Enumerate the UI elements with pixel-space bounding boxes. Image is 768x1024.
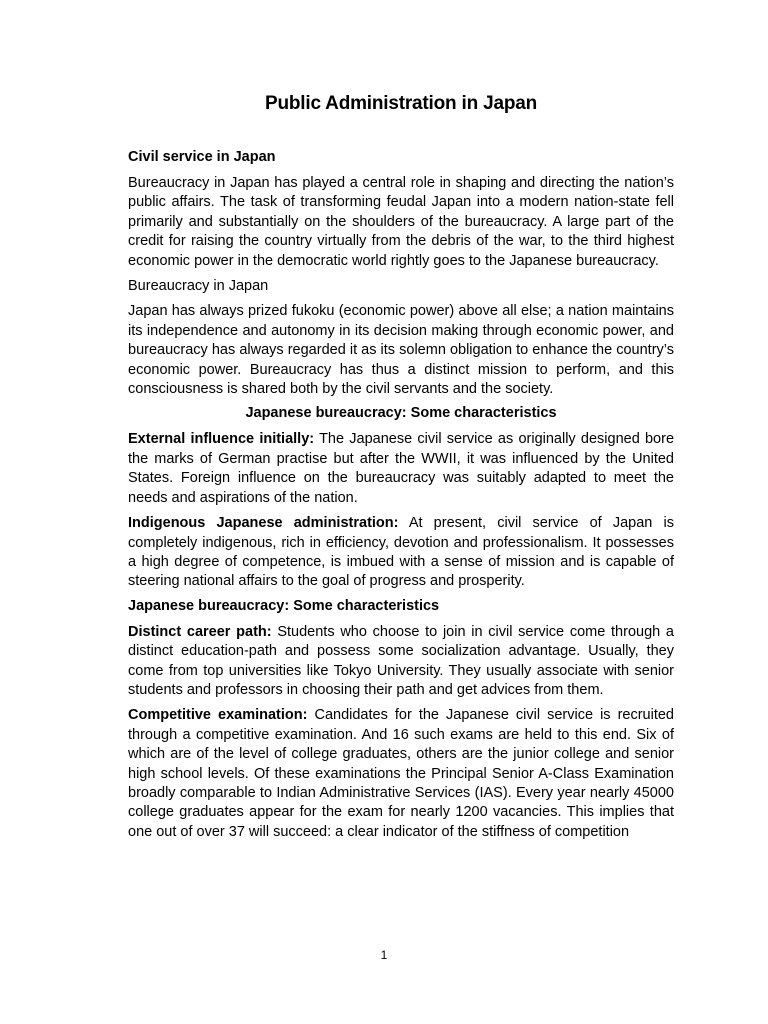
- text-indigenous-administration: At present, civil service of Japan is completely indigenous, rich in efficiency, devotion and professionalism. It possesses a high degree of competence, is imbued with a sense of mission and is capable of steering national affairs to the goal of progress and prosperity.: [128, 515, 674, 590]
- paragraph-competitive-examination: [128, 706, 674, 842]
- lead-external-influence: External influence initially:: [128, 431, 315, 448]
- lead-competitive-examination: Competitive examination:: [128, 707, 308, 724]
- document-title: Public Administration in Japan: [265, 93, 537, 114]
- document-page: [128, 93, 674, 848]
- paragraph-economic-power: Japan has always prized fukoku (economic power) above all else; a nation maintains its independence and autonomy in its decision making through economic power, and bureaucracy has always regarded it as its solemn obligation to enhance the country’s economic power. Bureaucracy has thus a distinct mission to perform, and this consciousness is shared both by the civil servants and the society.: [128, 303, 674, 398]
- text-competitive-examination: Candidates for the Japanese civil service is recruited through a competitive examination. And 16 such exams are held to this end. Six of which are of the level of college graduates, others are the junior college and senior high school levels. Of these examinations the Principal Senior A-Class Examination broadly comparable to Indian Administrative Services (IAS). Every year nearly 45000 college graduates appear for the exam for nearly 1200 vacancies. This implies that one out of over 37 will succeed: a clear indicator of the stiffness of competition: [128, 707, 674, 840]
- text-external-influence: The Japanese civil service as originally designed bore the marks of German practise but after the WWII, it was influenced by the United States. Foreign influence on the bureaucracy was suitably adapted to meet the needs and aspirations of the nation.: [128, 431, 675, 506]
- paragraph-external-influence: [128, 430, 674, 508]
- page-number: 1: [380, 948, 388, 962]
- paragraph-indigenous-administration: [128, 514, 674, 592]
- section-heading-civil-service: Civil service in Japan: [128, 149, 276, 165]
- subheading-bureaucracy-in-japan: Bureaucracy in Japan: [128, 278, 269, 295]
- paragraph-bureaucracy-role: Bureaucracy in Japan has played a central role in shaping and directing the nation’s public affairs. The task of transforming feudal Japan into a modern nation-state fell primarily and substantially on the shoulders of the bureaucracy. A large part of the credit for raising the country virtually from the debris of the war, to the third highest economic power in the democratic world rightly goes to the Japanese bureaucracy.: [128, 175, 674, 269]
- lead-indigenous-administration: Indigenous Japanese administration:: [128, 515, 399, 532]
- section-heading-characteristics-2: Japanese bureaucracy: Some characteristics: [128, 597, 440, 614]
- section-heading-characteristics: Japanese bureaucracy: Some characteristics: [245, 405, 557, 422]
- lead-career-path: Distinct career path:: [128, 623, 272, 640]
- paragraph-career-path: [128, 623, 674, 701]
- text-career-path: Students who choose to join in civil service come through a distinct education-path and possess some socialization advantage. Usually, they come from top universities like Tokyo University. They usually associate with senior students and professors in choosing their path and get advices from them.: [128, 623, 674, 698]
